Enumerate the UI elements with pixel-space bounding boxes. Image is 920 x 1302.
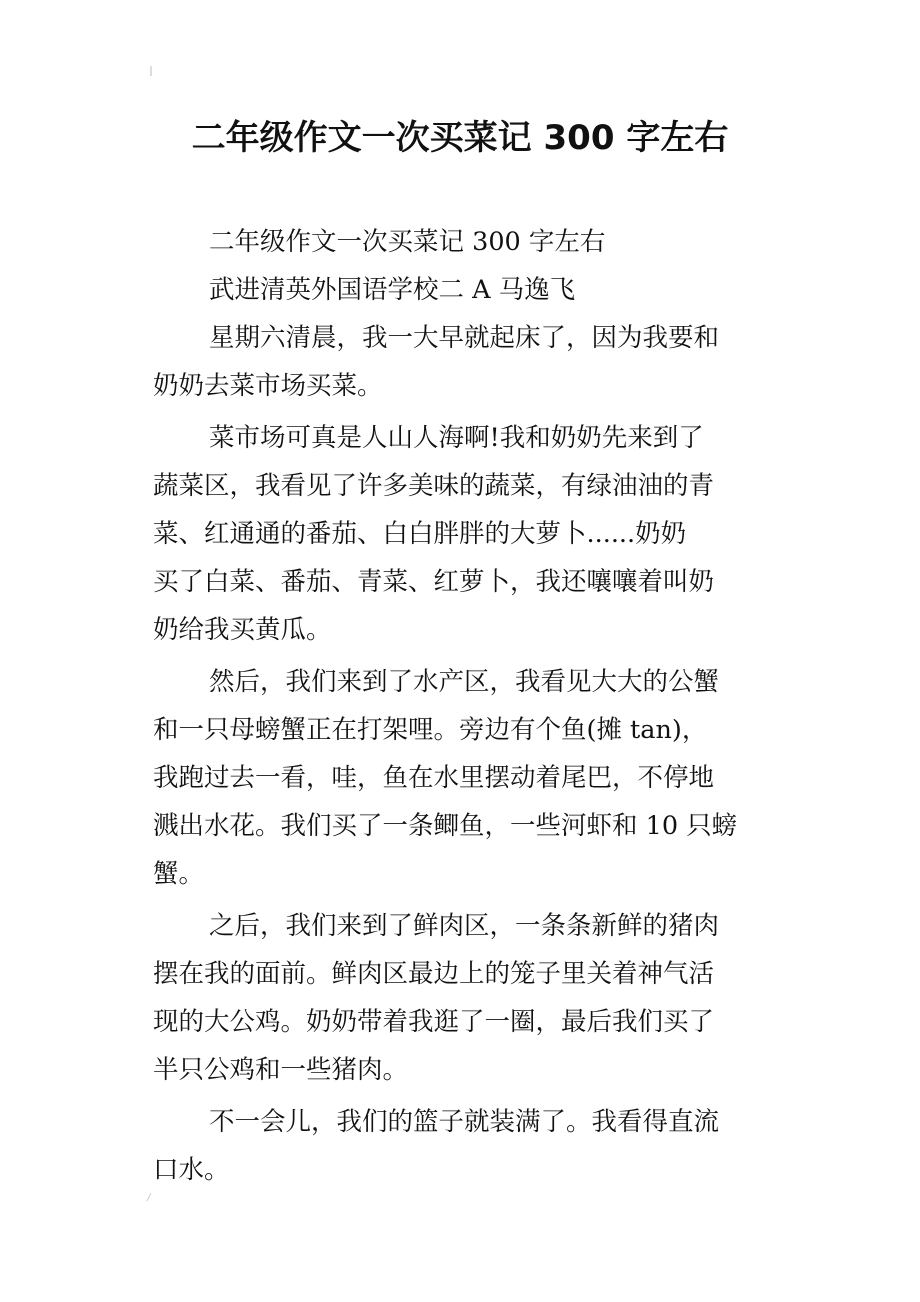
corner-mark-icon [148, 66, 154, 76]
text-line: 奶给我买黄瓜。 [153, 615, 332, 645]
text-line: 我跑过去一看，哇，鱼在水里摆动着尾巴，不停地 [153, 763, 715, 793]
text-line: 和一只母螃蟹正在打架哩。旁边有个鱼(摊 tan)， [153, 715, 708, 745]
text-line: 现的大公鸡。奶奶带着我逛了一圈，最后我们买了 [153, 1007, 715, 1037]
text-line: 溅出水花。我们买了一条鲫鱼，一些河虾和 10 只螃 [153, 811, 738, 841]
text-line: 不一会儿，我们的篮子就装满了。我看得直流 [209, 1107, 720, 1137]
text-line: 买了白菜、番茄、青菜、红萝卜，我还嚷嚷着叫奶 [153, 567, 715, 597]
text-line: 之后，我们来到了鲜肉区，一条条新鲜的猪肉 [209, 911, 720, 941]
text-line: 星期六清晨，我一大早就起床了，因为我要和 [209, 323, 720, 353]
text-line: 菜、红通通的番茄、白白胖胖的大萝卜......奶奶 [153, 519, 687, 549]
text-line: 奶奶去菜市场买菜。 [153, 371, 383, 401]
text-line: 半只公鸡和一些猪肉。 [153, 1055, 409, 1085]
text-line: 蔬菜区，我看见了许多美味的蔬菜，有绿油油的青 [153, 471, 715, 501]
document-body [153, 218, 773, 1194]
text-line: 口水。 [153, 1155, 230, 1185]
text-line: 菜市场可真是人山人海啊!我和奶奶先来到了 [209, 423, 704, 453]
text-line: 然后，我们来到了水产区，我看见大大的公蟹 [209, 667, 720, 697]
document-title: 二年级作文一次买菜记 300 字左右 [191, 118, 729, 158]
text-line: 二年级作文一次买菜记 300 字左右 [209, 227, 606, 257]
text-line: 摆在我的面前。鲜肉区最边上的笼子里关着神气活 [153, 959, 715, 989]
text-line: 蟹。 [153, 859, 205, 889]
text-line: 武进清英外国语学校二 A 马逸飞 [209, 275, 576, 305]
corner-mark-icon [146, 1192, 152, 1202]
